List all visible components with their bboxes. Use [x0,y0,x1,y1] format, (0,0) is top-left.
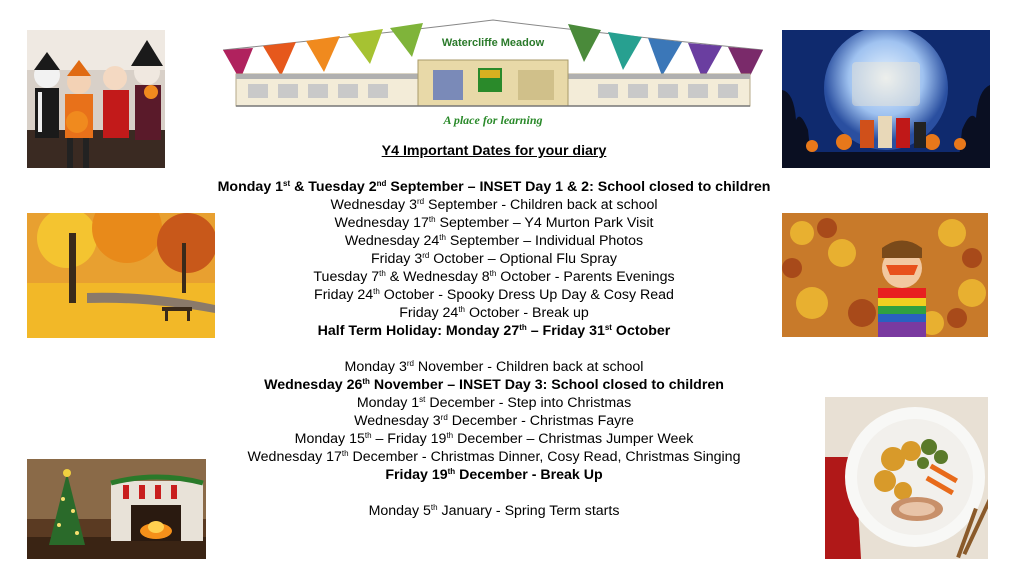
date-entry-text: October - Parents Evenings [496,269,675,285]
date-entry-text: December - Christmas Dinner, Cosy Read, Christmas Singing [348,449,741,465]
autumn-park-photo [27,213,215,338]
date-entry-text: January - Spring Term starts [437,503,620,519]
date-ordinal-suffix: st [283,179,291,188]
date-entry [200,430,788,448]
date-entry-text: – Friday 31 [526,323,605,339]
date-entry-text: Wednesday 17 [334,215,429,231]
date-entry-text: Friday 24 [399,305,459,321]
date-ordinal-suffix: rd [406,359,414,368]
date-entry-text: November - Children back at school [413,359,644,375]
trick-or-treat-graphic [782,30,990,168]
school-header-banner [218,12,768,130]
date-entry-text: & Tuesday 2 [290,179,377,195]
date-entry-text: Wednesday 17 [247,449,342,465]
date-ordinal-suffix: th [379,269,386,278]
date-ordinal-suffix: th [489,269,497,278]
date-entry-text: – Friday 19 [371,431,447,447]
date-entry-text: September – Y4 Murton Park Visit [435,215,654,231]
date-entry [200,178,788,196]
date-entry-text: December - Break Up [455,467,603,483]
section-spacer [200,340,788,358]
date-entry [200,322,788,340]
date-ordinal-suffix: st [604,323,612,332]
date-entry [200,304,788,322]
date-entry-text: October – Optional Flu Spray [429,251,618,267]
date-ordinal-suffix: rd [440,413,448,422]
school-name: Watercliffe Meadow [441,37,545,49]
date-entry-text: November – INSET Day 3: School closed to children [369,377,724,393]
school-tagline: A place for learning [443,113,543,127]
date-entry [200,358,788,376]
date-entry [200,250,788,268]
date-entry-text: September – Individual Photos [445,233,644,249]
date-entry [200,448,788,466]
date-ordinal-suffix: th [446,431,454,440]
date-entry-text: Wednesday 26 [264,377,363,393]
autumn-second-half-list [200,358,788,484]
date-entry [200,196,788,214]
date-entry-text: December - Christmas Fayre [447,413,634,429]
date-entry [200,412,788,430]
date-entry [200,286,788,304]
child-in-leaves-photo [782,213,988,337]
date-ordinal-suffix: th [341,449,349,458]
date-entry-text: September – INSET Day 1 & 2: School closed to children [386,179,771,195]
date-ordinal-suffix: th [364,431,372,440]
date-entry-text: Wednesday 3 [330,197,417,213]
halloween-kids-photo [27,30,165,168]
date-entry-text: Half Term Holiday: Monday 27 [317,323,520,339]
date-entry [200,394,788,412]
date-ordinal-suffix: th [428,215,436,224]
important-dates-content [200,142,788,520]
date-ordinal-suffix: th [439,233,446,242]
date-entry-text: Monday 1 [356,395,420,411]
date-ordinal-suffix: th [373,287,380,296]
date-entry-text: & Wednesday 8 [385,269,490,285]
date-entry-text: Friday 3 [370,251,423,267]
date-entry-text: October - Break up [465,305,589,321]
autumn-first-half-list [200,178,788,340]
date-entry [200,376,788,394]
date-ordinal-suffix: th [519,323,527,332]
date-entry-text: Wednesday 24 [344,233,440,249]
date-entry-text: Tuesday 7 [313,269,380,285]
date-entry-text: December - Step into Christmas [425,395,632,411]
date-entry-text: October - Spooky Dress Up Day & Cosy Read [379,287,674,303]
date-ordinal-suffix: rd [416,197,425,206]
date-entry-text: December – Christmas Jumper Week [453,431,694,447]
spring-term-list [200,502,788,520]
date-entry-text: Monday 3 [344,359,407,375]
roast-dinner-photo [825,397,988,559]
date-entry-text: Monday 5 [368,503,431,519]
date-entry [200,232,788,250]
date-entry [200,268,788,286]
date-entry [200,502,788,520]
date-entry-text: October [611,323,671,339]
christmas-living-room-photo [27,459,206,559]
date-entry-text: Monday 1 [217,179,284,195]
date-entry-text: Friday 24 [314,287,374,303]
section-spacer [200,484,788,502]
date-entry [200,466,788,484]
date-ordinal-suffix: th [362,377,370,386]
date-entry-text: Friday 19 [385,467,448,483]
date-entry-text: Monday 15 [294,431,365,447]
date-entry-text: Wednesday 3 [354,413,441,429]
date-ordinal-suffix: nd [376,179,387,188]
date-ordinal-suffix: th [458,305,465,314]
date-ordinal-suffix: th [430,503,438,512]
date-ordinal-suffix: rd [422,251,430,260]
date-ordinal-suffix: st [419,395,426,404]
page-title: Y4 Important Dates for your diary [381,143,607,159]
date-entry-text: September - Children back at school [424,197,658,213]
date-entry [200,214,788,232]
date-ordinal-suffix: th [447,467,456,476]
